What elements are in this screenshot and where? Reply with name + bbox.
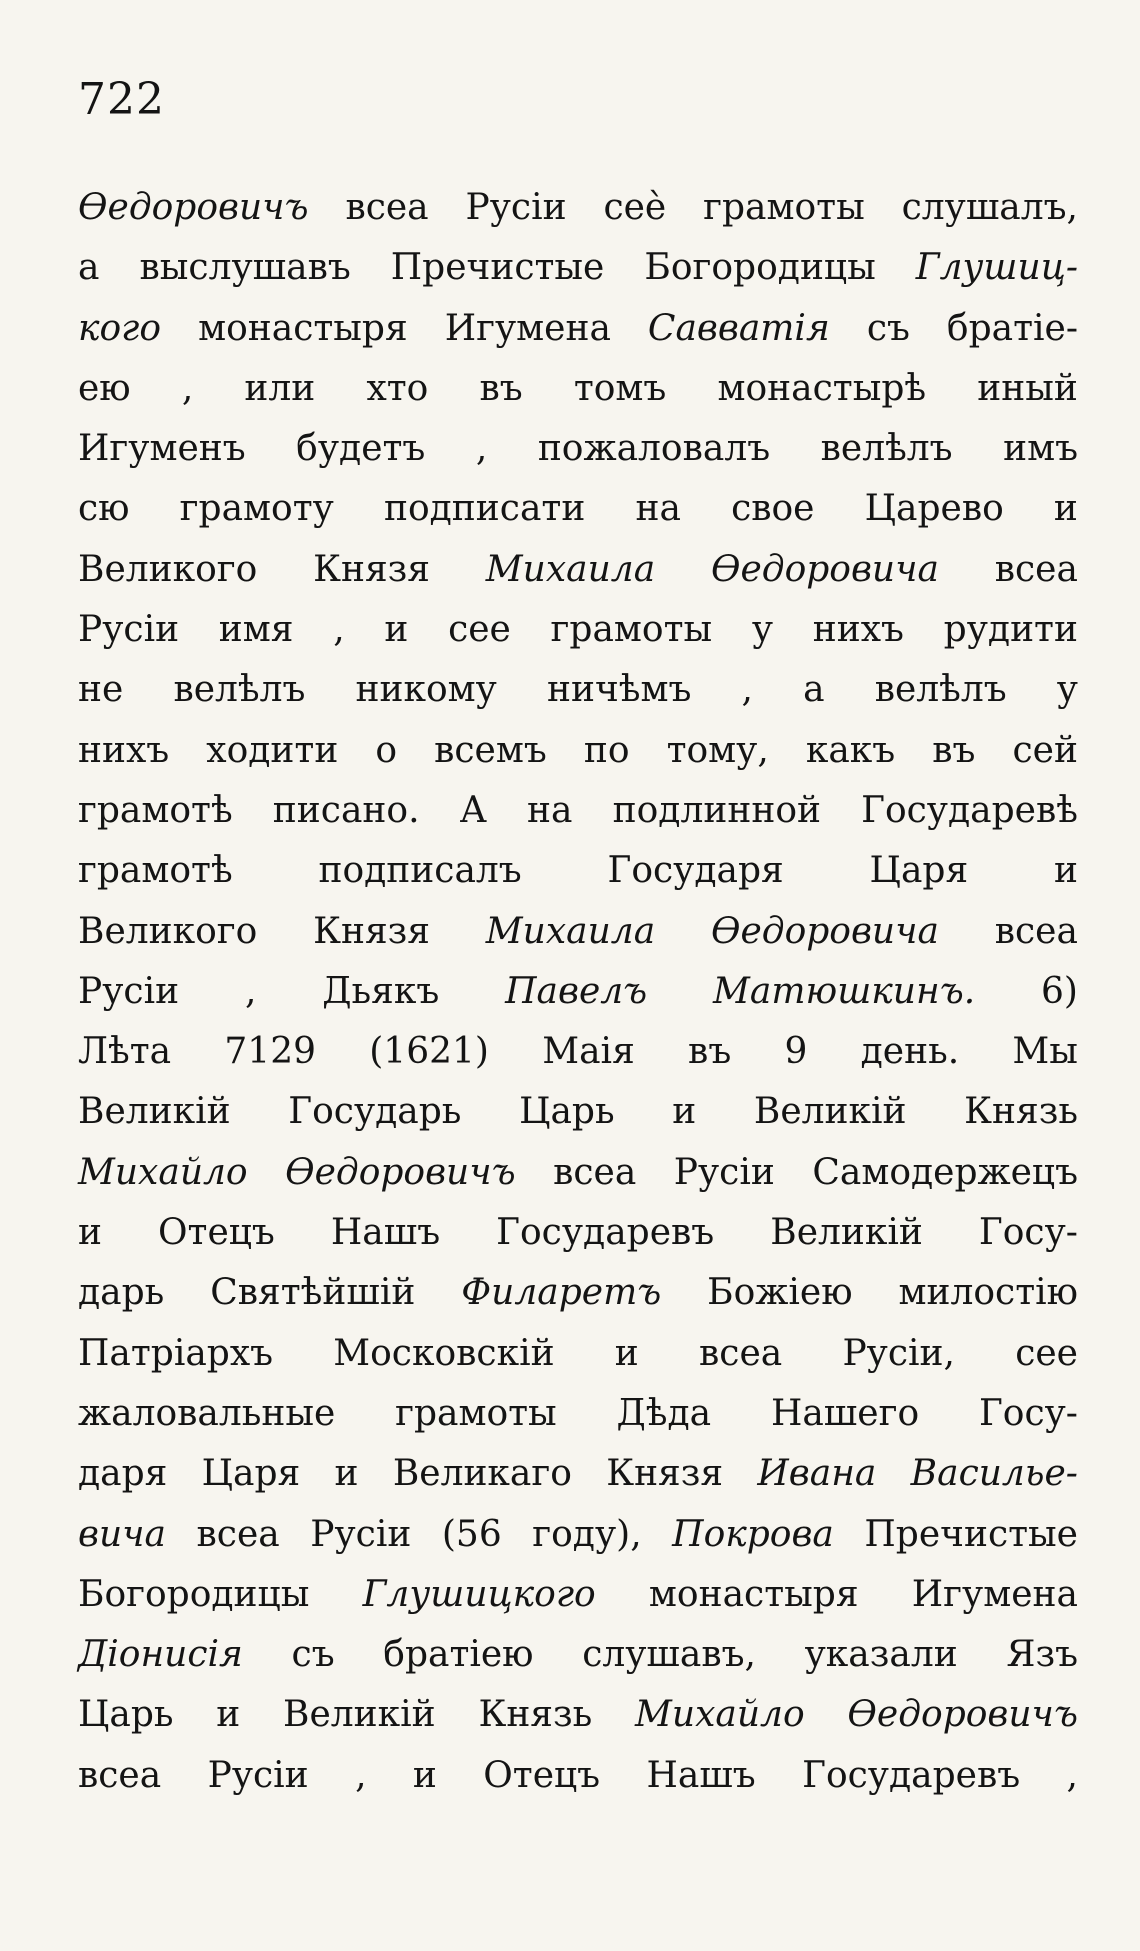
text-word: писано. (272, 789, 420, 831)
text-line (78, 1746, 1078, 1806)
text-word: выслушавъ (139, 247, 351, 289)
text-word: 7129 (224, 1031, 317, 1073)
text-word: Русіи (465, 187, 567, 228)
text-word: Царь (519, 1091, 615, 1133)
text-word: монастыря (648, 1573, 859, 1615)
text-word: дарь (78, 1272, 165, 1314)
text-word: Патріархъ (78, 1332, 274, 1374)
text-word: и (1053, 488, 1078, 530)
text-word: иный (977, 367, 1078, 409)
text-word: грамотѣ (78, 850, 233, 892)
text-word: Михаила (485, 548, 656, 590)
text-word: всеа (78, 1754, 162, 1796)
text-line (78, 1685, 1078, 1745)
text-word: хто (366, 367, 429, 409)
text-line (78, 540, 1078, 600)
text-word: Госу- (978, 1212, 1078, 1254)
text-word: Русіи (78, 970, 180, 1012)
text-word: и (672, 1091, 697, 1133)
text-word: Маія (542, 1031, 635, 1073)
text-word: и (334, 1453, 359, 1495)
text-word: день. (860, 1031, 960, 1073)
text-word: въ (932, 729, 976, 771)
text-word: А (459, 789, 487, 831)
text-line (78, 1082, 1078, 1142)
text-word: , (355, 1754, 367, 1796)
text-word: Савватія (647, 307, 830, 349)
text-word: Филаретъ (461, 1272, 662, 1314)
text-word: Великій (78, 1091, 231, 1133)
text-word: Великого (78, 548, 258, 590)
text-line (78, 962, 1078, 1022)
text-word: Великій (283, 1694, 436, 1736)
text-word: Русіи (207, 1754, 309, 1796)
text-line (78, 479, 1078, 539)
text-word: Богородицы (78, 1573, 310, 1615)
text-line (78, 902, 1078, 962)
text-word: Отецъ (158, 1212, 275, 1254)
text-word: слушавъ, (582, 1634, 756, 1676)
text-word: Глушицкого (362, 1573, 596, 1615)
text-word: монастырѣ (717, 367, 927, 409)
text-word: Игуменъ (78, 428, 246, 470)
text-word: милостію (898, 1272, 1078, 1314)
text-word: и (614, 1332, 639, 1374)
text-word: Дѣда (616, 1392, 712, 1434)
text-word: грамоты (550, 609, 713, 651)
text-word: сеѐ (603, 187, 667, 228)
body-text (78, 178, 1078, 1806)
text-word: Великій (770, 1212, 923, 1254)
text-word: и (1053, 850, 1078, 892)
text-word: ею (78, 367, 131, 409)
text-word: подписалъ (318, 850, 522, 892)
text-word: Отецъ (483, 1754, 601, 1796)
text-word: а (803, 669, 825, 711)
text-word: съ (291, 1634, 335, 1676)
text-word: Матюшкинъ. (713, 970, 976, 1012)
text-word: Государь (288, 1091, 462, 1133)
text-word: грамотѣ (78, 789, 233, 831)
text-line (78, 1324, 1078, 1384)
text-word: Ѳедоровичъ (78, 187, 309, 228)
text-word: о (375, 729, 398, 771)
text-word: Русіи (673, 1151, 775, 1193)
text-word: , (1066, 1754, 1078, 1796)
text-word: томъ (573, 367, 667, 409)
text-line (78, 1565, 1078, 1625)
text-word: свое (731, 488, 815, 530)
text-word: Глушиц- (915, 247, 1078, 289)
text-word: Самодержецъ (812, 1151, 1078, 1193)
text-word: , (181, 367, 194, 409)
text-word: даря (78, 1453, 168, 1495)
text-word: Василье- (910, 1453, 1078, 1495)
text-word: Ѳедоровичъ (847, 1694, 1078, 1736)
text-line (78, 299, 1078, 359)
text-line (78, 600, 1078, 660)
text-word: по (583, 729, 630, 771)
text-word: сей (1012, 729, 1078, 771)
text-word: грамоты (395, 1392, 557, 1434)
text-word: слушалъ, (901, 187, 1078, 228)
text-word: не (78, 669, 124, 711)
text-line (78, 1203, 1078, 1263)
text-word: , (741, 669, 753, 711)
text-word: Дьякъ (322, 970, 440, 1012)
text-word: Лѣта (78, 1031, 172, 1073)
text-word: Ѳедоровича (710, 910, 939, 952)
text-word: а (78, 247, 100, 289)
text-word: имъ (1003, 428, 1078, 470)
text-word: Михайло (635, 1694, 805, 1736)
text-word: тому, (666, 729, 769, 771)
text-word: всеа (994, 548, 1078, 590)
text-word: 9 (784, 1031, 808, 1073)
text-word: или (244, 367, 316, 409)
text-line (78, 1505, 1078, 1565)
text-word: всемъ (434, 729, 547, 771)
text-word: всеа (196, 1513, 280, 1555)
text-word: Нашъ (330, 1212, 441, 1254)
text-line (78, 721, 1078, 781)
text-word: Великаго (392, 1453, 572, 1495)
text-word: сее (448, 609, 511, 651)
text-word: Князя (606, 1453, 724, 1495)
text-word: , (333, 609, 345, 651)
text-word: Князь (478, 1694, 593, 1736)
text-word: Царя (869, 850, 969, 892)
text-line (78, 1444, 1078, 1504)
text-word: Язъ (1006, 1634, 1078, 1676)
text-line (78, 1263, 1078, 1323)
text-word: Богородицы (644, 247, 876, 289)
text-word: Діонисія (78, 1634, 243, 1676)
text-word: Московскій (333, 1332, 555, 1374)
text-word: подписати (383, 488, 586, 530)
text-word: (56 (441, 1513, 502, 1555)
text-word: кого (78, 307, 162, 349)
text-line (78, 841, 1078, 901)
text-word: имя (218, 609, 294, 651)
text-line (78, 1384, 1078, 1444)
text-word: Государевъ (802, 1754, 1021, 1796)
text-word: Нашего (770, 1392, 920, 1434)
page-number: 722 (78, 74, 165, 125)
text-word: братіею (383, 1634, 534, 1676)
text-word: Русіи (310, 1513, 412, 1555)
text-word: и (78, 1212, 102, 1254)
text-word: рудити (943, 609, 1078, 651)
text-line (78, 660, 1078, 720)
text-word: Игумена (911, 1573, 1078, 1615)
text-word: Царь (78, 1694, 174, 1736)
text-word: на (527, 789, 573, 831)
text-word: Пречистые (390, 247, 605, 289)
text-word: (1621) (369, 1031, 489, 1073)
text-word: Нашъ (646, 1754, 756, 1796)
text-line (78, 178, 1078, 238)
text-word: нихъ (812, 609, 904, 651)
text-word: Великій (753, 1091, 907, 1133)
text-word: Пречистые (864, 1513, 1078, 1555)
text-word: братіе- (946, 307, 1078, 349)
text-word: велѣлъ (820, 428, 953, 470)
text-word: ничѣмъ (546, 669, 692, 711)
text-word: у (751, 609, 774, 651)
text-word: Михайло (78, 1151, 248, 1193)
text-word: Покрова (672, 1513, 834, 1555)
text-word: всеа (994, 910, 1078, 952)
text-word: , (244, 970, 257, 1012)
text-word: Царя (201, 1453, 301, 1495)
text-word: пожаловалъ (537, 428, 771, 470)
text-word: указали (804, 1634, 958, 1676)
text-word: съ (866, 307, 910, 349)
text-word: грамоты (703, 187, 865, 228)
text-word: Русіи, (842, 1332, 955, 1374)
text-word: году), (532, 1513, 642, 1555)
text-word: Царево (864, 488, 1004, 530)
text-word: у (1056, 669, 1078, 711)
text-line (78, 1022, 1078, 1082)
text-word: грамоту (179, 488, 334, 530)
text-word: Михаила (485, 910, 656, 952)
text-word: будетъ (296, 428, 426, 470)
text-line (78, 1625, 1078, 1685)
text-word: никому (355, 669, 497, 711)
text-line (78, 1143, 1078, 1203)
text-word: всеа (553, 1151, 637, 1193)
text-word: всеа (345, 187, 429, 228)
text-line (78, 238, 1078, 298)
text-word: какъ (805, 729, 896, 771)
text-line (78, 781, 1078, 841)
text-word: Игумена (444, 307, 611, 349)
text-word: Князя (313, 910, 431, 952)
text-word: Государя (607, 850, 784, 892)
text-word: ходити (206, 729, 339, 771)
text-word: Госу- (978, 1392, 1078, 1434)
text-word: Мы (1012, 1031, 1078, 1073)
text-word: Русіи (78, 609, 180, 651)
text-word: и (216, 1694, 241, 1736)
text-word: сее (1015, 1332, 1078, 1374)
text-word: сю (78, 488, 130, 530)
text-word: жаловальные (78, 1392, 336, 1434)
text-word: и (412, 1754, 437, 1796)
text-word: вича (78, 1513, 166, 1555)
text-word: Ѳедоровича (710, 548, 939, 590)
text-word: Князь (964, 1091, 1078, 1133)
text-word: Государевъ (496, 1212, 715, 1254)
text-word: Божіею (707, 1272, 853, 1314)
text-word: въ (479, 367, 523, 409)
text-word: , (475, 428, 488, 470)
text-line (78, 419, 1078, 479)
text-word: монастыря (198, 307, 408, 349)
text-word: Князя (313, 548, 431, 590)
text-word: Павелъ (505, 970, 648, 1012)
text-word: всеа (699, 1332, 783, 1374)
text-word: на (635, 488, 681, 530)
text-word: подлинной (612, 789, 821, 831)
text-word: Святѣйшій (210, 1272, 416, 1314)
text-word: и (384, 609, 409, 651)
text-word: Великого (78, 910, 258, 952)
text-word: велѣлъ (173, 669, 306, 711)
text-word: нихъ (78, 729, 170, 771)
text-word: велѣлъ (874, 669, 1007, 711)
text-word: Ѳедоровичъ (285, 1151, 516, 1193)
text-word: 6) (1041, 970, 1078, 1012)
text-word: Государевѣ (861, 789, 1078, 831)
text-word: въ (688, 1031, 732, 1073)
text-line (78, 359, 1078, 419)
text-word: Ивана (757, 1453, 877, 1495)
